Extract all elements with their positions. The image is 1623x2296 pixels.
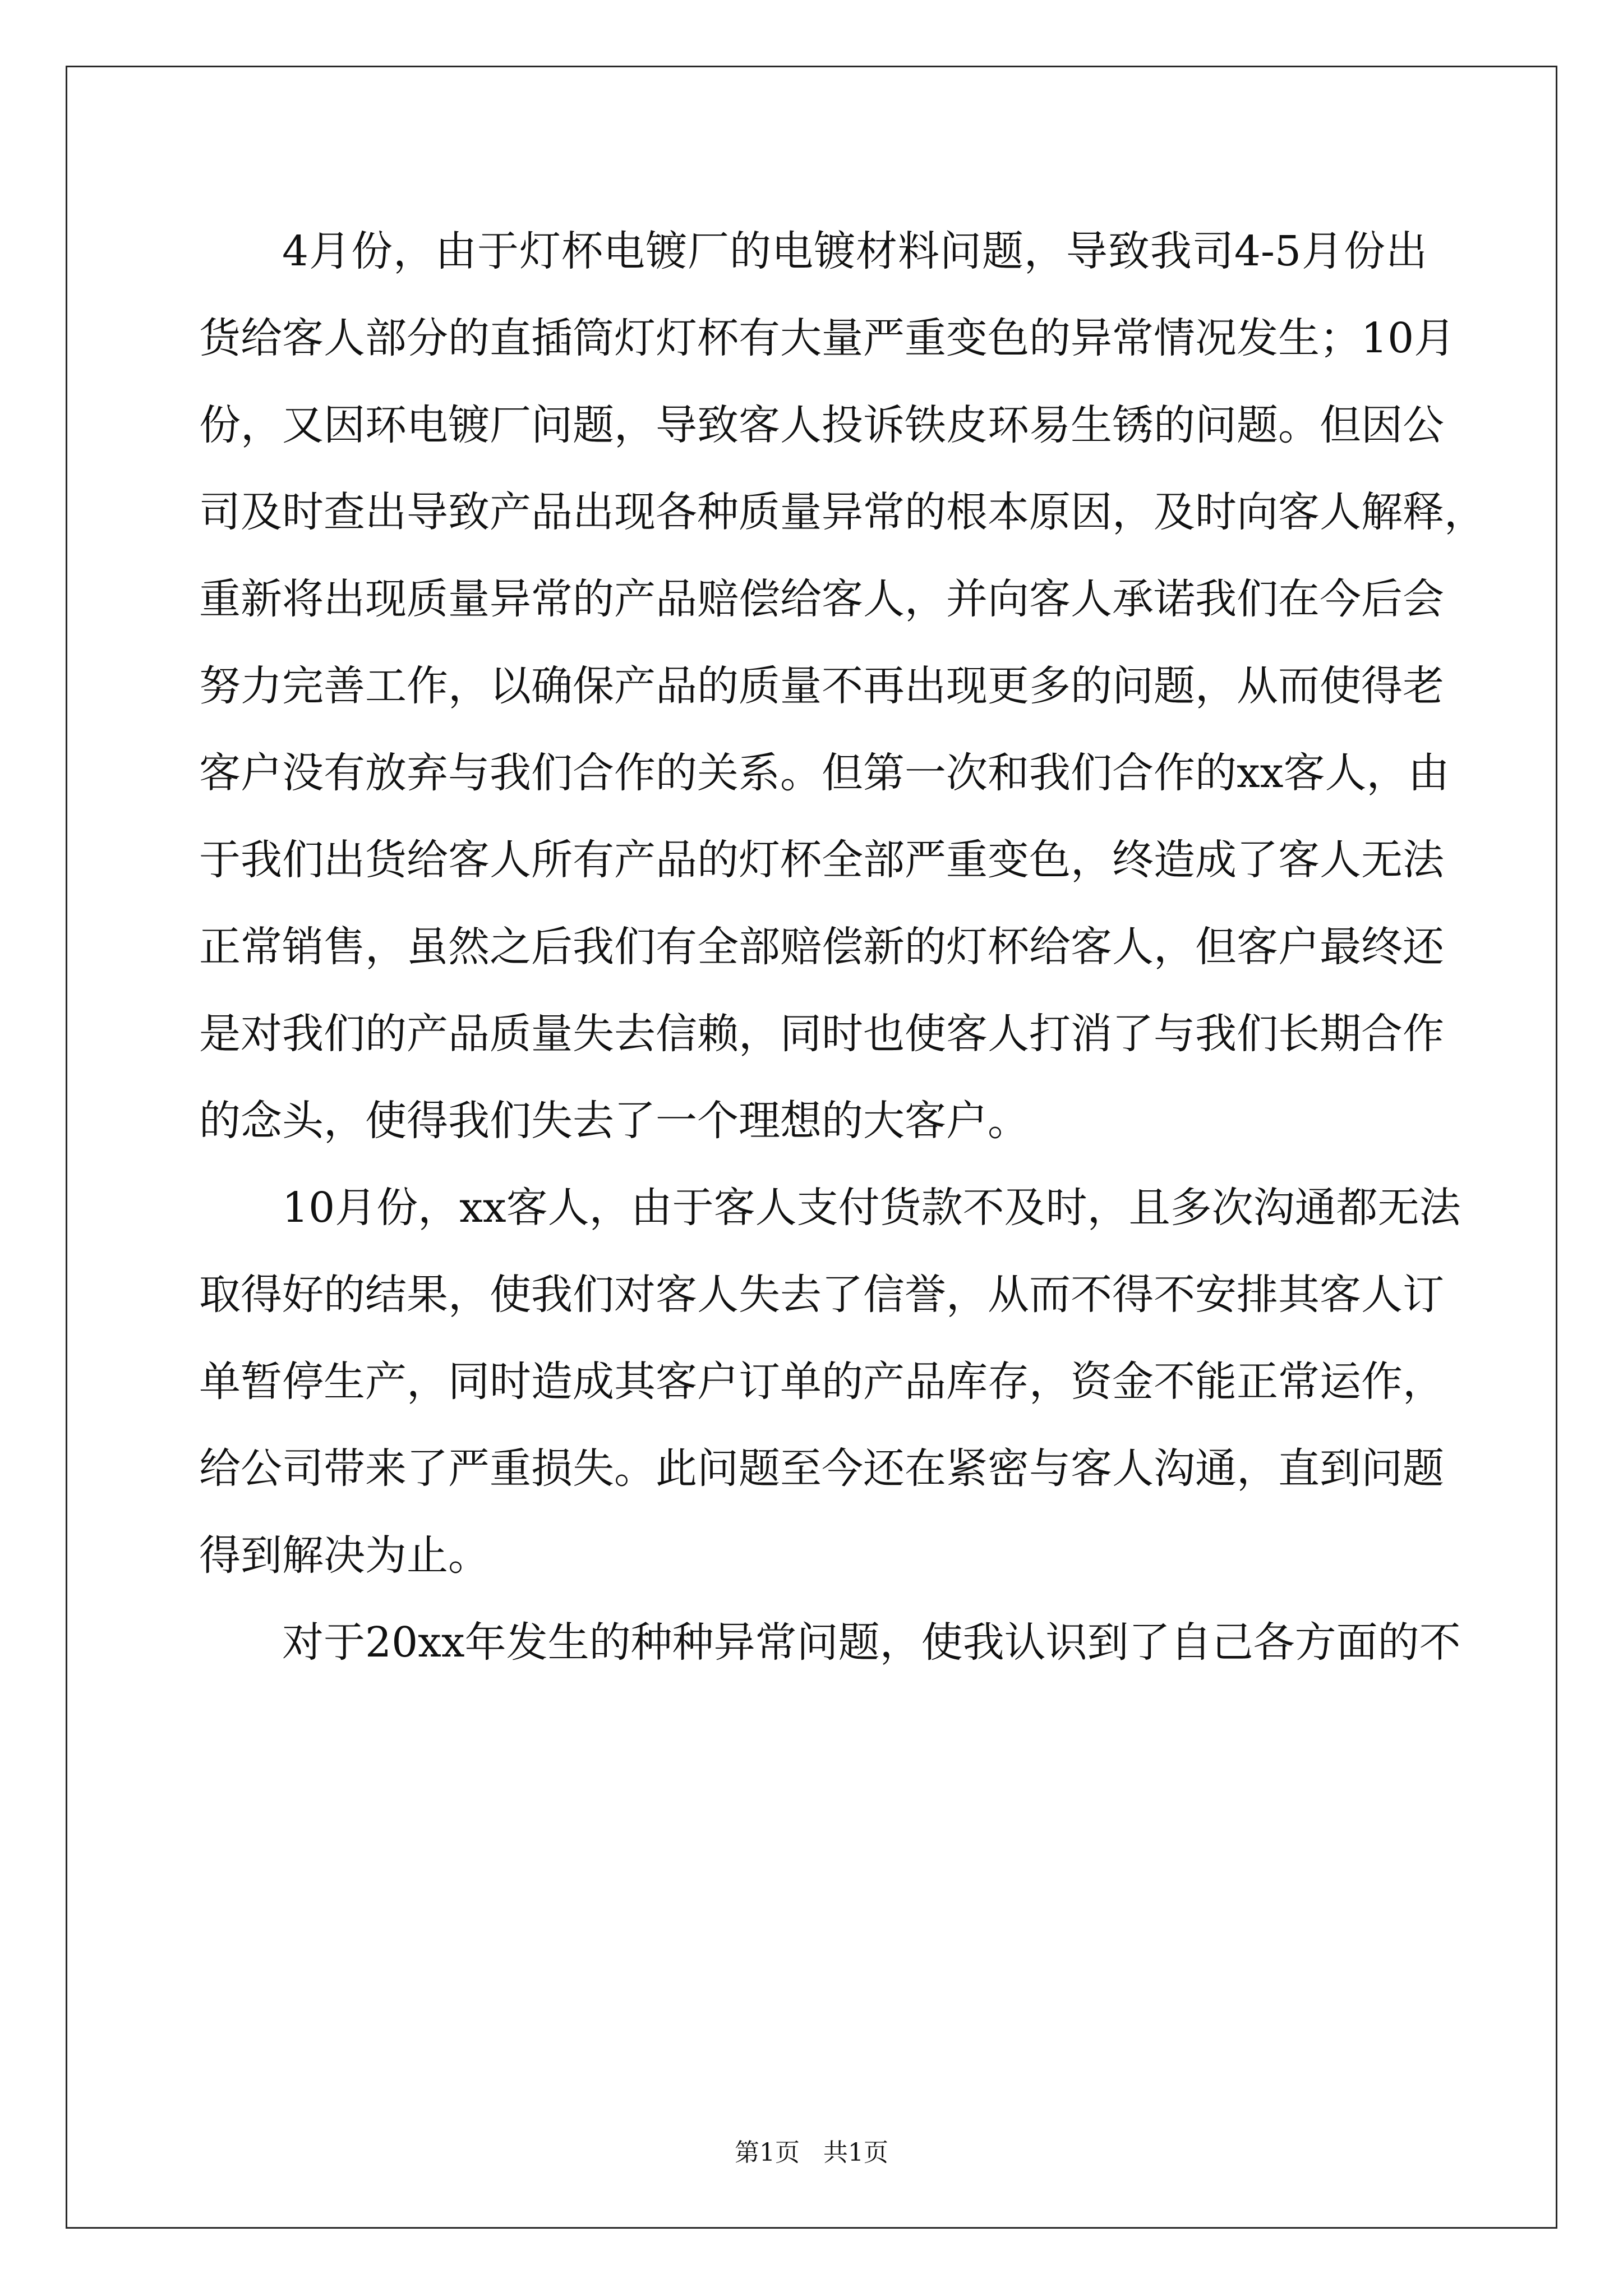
paragraph-1-line-6: 努力完善工作，以确保产品的质量不再出现更多的问题，从而使得老 [199,662,1444,710]
paragraph-1-line-5: 重新将出现质量异常的产品赔偿给客人，并向客人承诺我们在今后会 [199,575,1444,623]
paragraph-1-line-10: 是对我们的产品质量失去信赖，同时也使客人打消了与我们长期合作 [199,1010,1444,1058]
paragraph-1-line-7: 客户没有放弃与我们合作的关系。但第一次和我们合作的xx客人，由 [199,749,1450,797]
paragraph-1-line-9: 正常销售，虽然之后我们有全部赔偿新的灯杯给客人，但客户最终还 [199,923,1444,971]
page-number-footer: 第1页 共1页 [735,2138,888,2167]
paragraph-2-line-1: 10月份，xx客人，由于客人支付货款不及时，且多次沟通都无法 [282,1184,1461,1232]
paragraph-1-line-8: 于我们出货给客人所有产品的灯杯全部严重变色，终造成了客人无法 [199,836,1444,884]
paragraph-1-line-2: 货给客人部分的直插筒灯灯杯有大量严重变色的异常情况发生；10月 [199,314,1456,362]
paragraph-1-line-11: 的念头，使得我们失去了一个理想的大客户。 [199,1097,1029,1145]
paragraph-1-line-3: 份，又因环电镀厂问题，导致客人投诉铁皮环易生锈的问题。但因公 [199,401,1444,449]
paragraph-1-line-4: 司及时查出导致产品出现各种质量异常的根本原因，及时向客人解释， [199,488,1486,536]
paragraph-3-line-1: 对于20xx年发生的种种异常问题，使我认识到了自己各方面的不 [282,1618,1461,1667]
paragraph-2-line-4: 给公司带来了严重损失。此问题至今还在紧密与客人沟通，直到问题 [199,1444,1444,1493]
paragraph-2-line-2: 取得好的结果，使我们对客人失去了信誉，从而不得不安排其客人订 [199,1271,1444,1319]
paragraph-2-line-3: 单暂停生产，同时造成其客户订单的产品库存，资金不能正常运作， [199,1358,1444,1406]
paragraph-1-line-1: 4月份，由于灯杯电镀厂的电镀材料问题，导致我司4-5月份出 [282,227,1427,275]
paragraph-2-line-5: 得到解决为止。 [199,1531,490,1580]
